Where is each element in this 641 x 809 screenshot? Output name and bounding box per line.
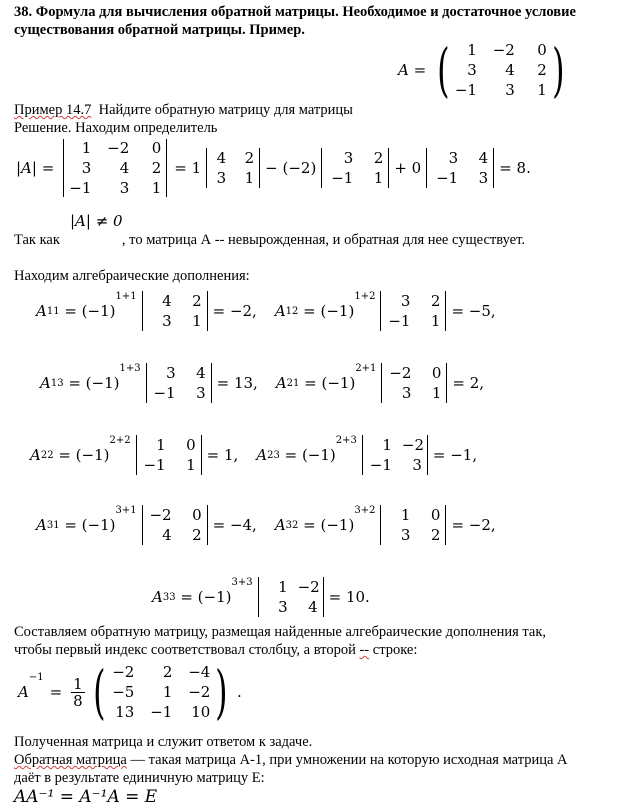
matrix-a-cell-2-1: 3	[467, 61, 477, 79]
inverse-cell-3-1: 13	[115, 703, 135, 721]
cofactor-symbol: A	[40, 374, 51, 392]
cofactor-sign-base: = (−1)	[63, 374, 120, 392]
det-minor-3-grid	[432, 149, 488, 187]
cofactor-symbol: A	[152, 588, 163, 606]
minor-cell-2-1: 3	[162, 312, 172, 330]
matrix-a-cell-3-1: −1	[454, 81, 477, 99]
inverse-eq: =	[49, 683, 63, 701]
cofactor-exponent: 1+1	[115, 291, 137, 302]
det-minor-2	[316, 148, 394, 188]
minor-cell-1-2: 0	[192, 506, 202, 524]
cofactor-index: 13	[50, 377, 64, 389]
cofactor-exponent: 2+1	[355, 363, 377, 374]
matrix-a-cell-2-2: 4	[505, 61, 515, 79]
cofactor-minor	[357, 435, 433, 475]
det-result: = 8.	[499, 159, 531, 177]
minor-cell-1-2: 0	[186, 436, 196, 454]
det-minor-1-cell-1-1: 4	[216, 149, 227, 167]
condition-prefix: Так как	[14, 232, 60, 248]
inverse-matrix-term: Обратная матрица	[14, 752, 127, 768]
minor-cell-2-1: 4	[162, 526, 172, 544]
det-minor-2-cell-2-2: 1	[373, 169, 384, 187]
minor-cell-1-2: 2	[192, 292, 202, 310]
cofactor-index: 31	[46, 519, 60, 531]
inverse-lhs: A	[18, 683, 29, 701]
cofactor-symbol: A	[36, 516, 47, 534]
cofactor-sign-base: = (−1)	[59, 302, 116, 320]
example-number: Пример 14.7	[14, 102, 92, 118]
cofactor-minor-grid	[148, 506, 202, 544]
cofactor-result: = 13,	[216, 374, 258, 392]
final-line-2-rest: — такая матрица A-1, при умножении на которую исходная матрица A	[126, 752, 568, 768]
inverse-cell-2-2: 1	[162, 683, 173, 701]
cofactor-result: = 2,	[452, 374, 485, 392]
cofactor-minor	[141, 363, 217, 403]
det-matrix	[58, 139, 172, 197]
cofactor-exponent: 1+2	[354, 291, 376, 302]
matrix-a-cell-1-3: 0	[537, 41, 547, 59]
cofactor-sign-base: = (−1)	[53, 446, 110, 464]
cofactor-exponent: 3+3	[231, 577, 253, 588]
cofactor-result: = −5,	[451, 302, 496, 320]
cofactor-minor	[137, 505, 213, 545]
minor-cell-1-1: 4	[162, 292, 172, 310]
minor-cell-1-1: 1	[156, 436, 166, 454]
det-cell-1-3: 0	[151, 139, 162, 157]
inverse-matrix-expression	[18, 660, 242, 724]
det-minor-2-cell-2-1: −1	[331, 169, 354, 187]
cofactor-sign-base: = (−1)	[59, 516, 116, 534]
cofactor-minor	[376, 363, 452, 403]
minor-cell-1-2: 2	[430, 292, 441, 310]
cofactor-a31	[36, 505, 257, 545]
minor-cell-1-1: 1	[382, 436, 392, 454]
condition-line	[14, 232, 525, 248]
det-grid	[69, 139, 161, 197]
matrix-a-cell-3-2: 3	[505, 81, 515, 99]
minor-cell-2-2: 3	[196, 384, 206, 402]
cofactor-a13	[40, 363, 258, 403]
cofactor-result: = 10.	[328, 588, 370, 606]
cofactor-exponent: 3+1	[115, 505, 137, 516]
inverse-cell-2-3: −2	[188, 683, 211, 701]
final-line-3: даёт в результате единичную матрицу E:	[14, 770, 265, 786]
inverse-grid	[110, 663, 210, 721]
cofactor-minor-grid	[386, 292, 440, 330]
det-minor-3-cell-1-2: 4	[478, 149, 489, 167]
compose-dash: --	[359, 642, 370, 658]
minor-cell-1-2: 0	[430, 506, 441, 524]
condition-formula: |A| ≠ 0	[70, 212, 123, 230]
inverse-fraction	[71, 676, 85, 709]
det-term2-coef: − (−2)	[265, 159, 317, 177]
cofactor-a21	[276, 363, 484, 403]
heading-line-2: существования обратной матрицы. Пример.	[14, 22, 305, 38]
det-cell-1-1: 1	[81, 139, 92, 157]
det-term1-coef: = 1	[174, 159, 202, 177]
det-minor-1-grid	[212, 149, 254, 187]
minor-cell-2-2: 2	[430, 526, 441, 544]
det-minor-3-cell-2-2: 3	[478, 169, 489, 187]
det-minor-1-cell-1-2: 2	[244, 149, 255, 167]
cofactor-a33	[152, 577, 370, 617]
cofactor-minor-grid	[152, 364, 206, 402]
cofactor-a22	[30, 435, 238, 475]
minor-cell-1-1: 1	[400, 506, 411, 524]
minor-cell-1-2: −2	[297, 578, 320, 596]
cofactor-sign-base: = (−1)	[298, 302, 355, 320]
cofactor-row-5	[152, 576, 370, 618]
minor-cell-2-2: 1	[192, 312, 202, 330]
det-minor-3-cell-2-1: −1	[436, 169, 459, 187]
cofactor-index: 32	[285, 519, 299, 531]
cofactor-minor	[137, 291, 213, 331]
cofactor-a11	[36, 291, 257, 331]
cofactor-symbol: A	[256, 446, 268, 464]
det-minor-3-cell-1-1: 3	[448, 149, 459, 167]
determinant-expression	[16, 138, 531, 198]
minor-cell-1-2: 4	[196, 364, 206, 382]
cofactor-result: = −4,	[212, 516, 257, 534]
cofactor-exponent: 3+2	[354, 505, 376, 516]
cofactor-a12	[275, 291, 496, 331]
cofactor-result: = −2,	[451, 516, 496, 534]
cofactor-symbol: A	[30, 446, 41, 464]
cofactor-minor-grid	[142, 436, 196, 474]
minor-cell-1-1: −2	[149, 506, 172, 524]
minor-cell-2-1: −1	[388, 312, 411, 330]
cofactor-result: = 1,	[206, 446, 239, 464]
inverse-left-paren: (	[92, 658, 106, 726]
det-cell-1-2: −2	[107, 139, 130, 157]
det-cell-3-3: 1	[151, 179, 162, 197]
minor-cell-2-2: 4	[308, 598, 318, 616]
cofactor-sign-base: = (−1)	[279, 446, 336, 464]
cofactor-index: 22	[40, 449, 54, 461]
matrix-a-definition	[398, 38, 569, 102]
minor-cell-2-1: −1	[143, 456, 166, 474]
cofactor-sign-base: = (−1)	[175, 588, 232, 606]
cofactor-index: 23	[267, 449, 280, 461]
cofactor-a23	[256, 435, 477, 475]
matrix-a-grid	[455, 41, 547, 99]
inverse-tail: .	[237, 683, 242, 701]
minor-cell-2-2: 1	[431, 384, 442, 402]
matrix-a-cell-1-2: −2	[492, 41, 515, 59]
inverse-sup: −1	[28, 672, 44, 683]
final-formula: AA⁻¹ = A⁻¹A = E	[14, 787, 158, 807]
cofactor-sign-base: = (−1)	[298, 516, 355, 534]
det-cell-2-3: 2	[151, 159, 162, 177]
cofactor-minor-grid	[386, 506, 440, 544]
minor-cell-1-2: −2	[401, 436, 424, 454]
det-minor-3	[421, 148, 499, 188]
cofactor-minor-grid	[148, 292, 202, 330]
cofactor-minor	[375, 291, 451, 331]
cofactor-exponent: 1+3	[119, 363, 141, 374]
heading-line-1: 38. Формула для вычисления обратной матрицы. Необходимое и достаточное условие	[14, 4, 576, 20]
example-line-1	[14, 102, 353, 118]
cofactor-index: 12	[285, 305, 299, 317]
det-cell-2-2: 4	[119, 159, 130, 177]
cofactor-index: 21	[286, 377, 300, 389]
cofactor-symbol: A	[274, 516, 286, 534]
det-minor-2-cell-1-2: 2	[373, 149, 384, 167]
minor-cell-2-2: 2	[192, 526, 202, 544]
cofactor-result: = −2,	[212, 302, 257, 320]
cofactor-row-3	[30, 434, 477, 476]
minor-cell-1-1: 1	[278, 578, 288, 596]
minor-cell-1-1: −2	[389, 364, 412, 382]
cofactor-minor-grid	[264, 578, 318, 616]
det-minor-1-cell-2-2: 1	[244, 169, 255, 187]
inverse-cell-1-2: 2	[162, 663, 173, 681]
left-paren: (	[437, 36, 450, 104]
cofactors-title: Находим алгебраические дополнения:	[14, 268, 250, 284]
cofactor-row-2	[40, 362, 484, 404]
det-minor-1	[201, 148, 265, 188]
det-cell-3-2: 3	[119, 179, 130, 197]
condition-suffix: , то матрица А -- невырожденная, и обратная для нее существует.	[121, 232, 525, 248]
det-cell-3-1: −1	[69, 179, 92, 197]
minor-cell-1-1: 3	[166, 364, 176, 382]
minor-cell-1-2: 0	[431, 364, 442, 382]
cofactor-sign-base: = (−1)	[299, 374, 356, 392]
minor-cell-2-1: 3	[401, 384, 412, 402]
cofactor-result: = −1,	[432, 446, 478, 464]
final-line-1: Полученная матрица и служит ответом к задаче.	[14, 734, 313, 750]
det-cell-2-1: 3	[81, 159, 92, 177]
inverse-cell-3-2: −1	[150, 703, 173, 721]
minor-cell-2-2: 1	[186, 456, 196, 474]
inverse-cell-1-3: −4	[188, 663, 211, 681]
cofactor-symbol: A	[274, 302, 286, 320]
compose-text-a: чтобы первый индекс соответствовал столбцу, а второй	[14, 642, 360, 658]
fraction-numerator: 1	[73, 674, 83, 693]
example-line-2: Решение. Находим определитель	[14, 120, 218, 136]
matrix-a-cell-2-3: 2	[537, 61, 547, 79]
final-line-2	[14, 752, 568, 768]
fraction-denominator: 8	[73, 691, 83, 710]
cofactor-a32	[275, 505, 496, 545]
inverse-cell-1-1: −2	[112, 663, 135, 681]
minor-cell-2-1: −1	[153, 384, 176, 402]
matrix-a-cell-1-1: 1	[467, 41, 477, 59]
minor-cell-2-1: −1	[369, 456, 392, 474]
det-term3-coef: + 0	[394, 159, 422, 177]
minor-cell-1-1: 3	[400, 292, 411, 310]
minor-cell-2-1: 3	[400, 526, 411, 544]
compose-line-1: Составляем обратную матрицу, размещая найденные алгебраические дополнения так,	[14, 624, 546, 640]
compose-line-2	[14, 642, 417, 658]
cofactor-row-4	[36, 504, 496, 546]
minor-cell-2-2: 1	[430, 312, 441, 330]
inverse-right-paren: )	[215, 658, 228, 726]
cofactor-index: 33	[162, 591, 176, 603]
cofactor-symbol: A	[275, 374, 287, 392]
cofactor-symbol: A	[36, 302, 47, 320]
inverse-cell-2-1: −5	[112, 683, 135, 701]
inverse-cell-3-3: 10	[191, 703, 211, 721]
cofactor-minor	[131, 435, 207, 475]
compose-text-c: строке:	[369, 642, 418, 658]
right-paren: )	[551, 36, 565, 104]
matrix-a-cell-3-3: 1	[537, 81, 547, 99]
cofactor-minor	[375, 505, 451, 545]
cofactor-minor-grid	[387, 364, 441, 402]
cofactor-exponent: 2+2	[109, 435, 131, 446]
cofactor-minor-grid	[368, 436, 422, 474]
example-task: Найдите обратную матрицу для матрицы	[91, 102, 353, 118]
det-lhs: |A| =	[16, 159, 55, 177]
matrix-a-label: A =	[398, 61, 427, 79]
det-minor-2-cell-1-1: 3	[343, 149, 354, 167]
cofactor-exponent: 2+3	[335, 435, 357, 446]
cofactor-index: 11	[46, 305, 60, 317]
det-minor-1-cell-2-1: 3	[216, 169, 227, 187]
cofactor-minor	[253, 577, 329, 617]
minor-cell-2-2: 3	[412, 456, 422, 474]
minor-cell-2-1: 3	[278, 598, 288, 616]
det-minor-2-grid	[327, 149, 383, 187]
cofactor-row-1	[36, 290, 496, 332]
